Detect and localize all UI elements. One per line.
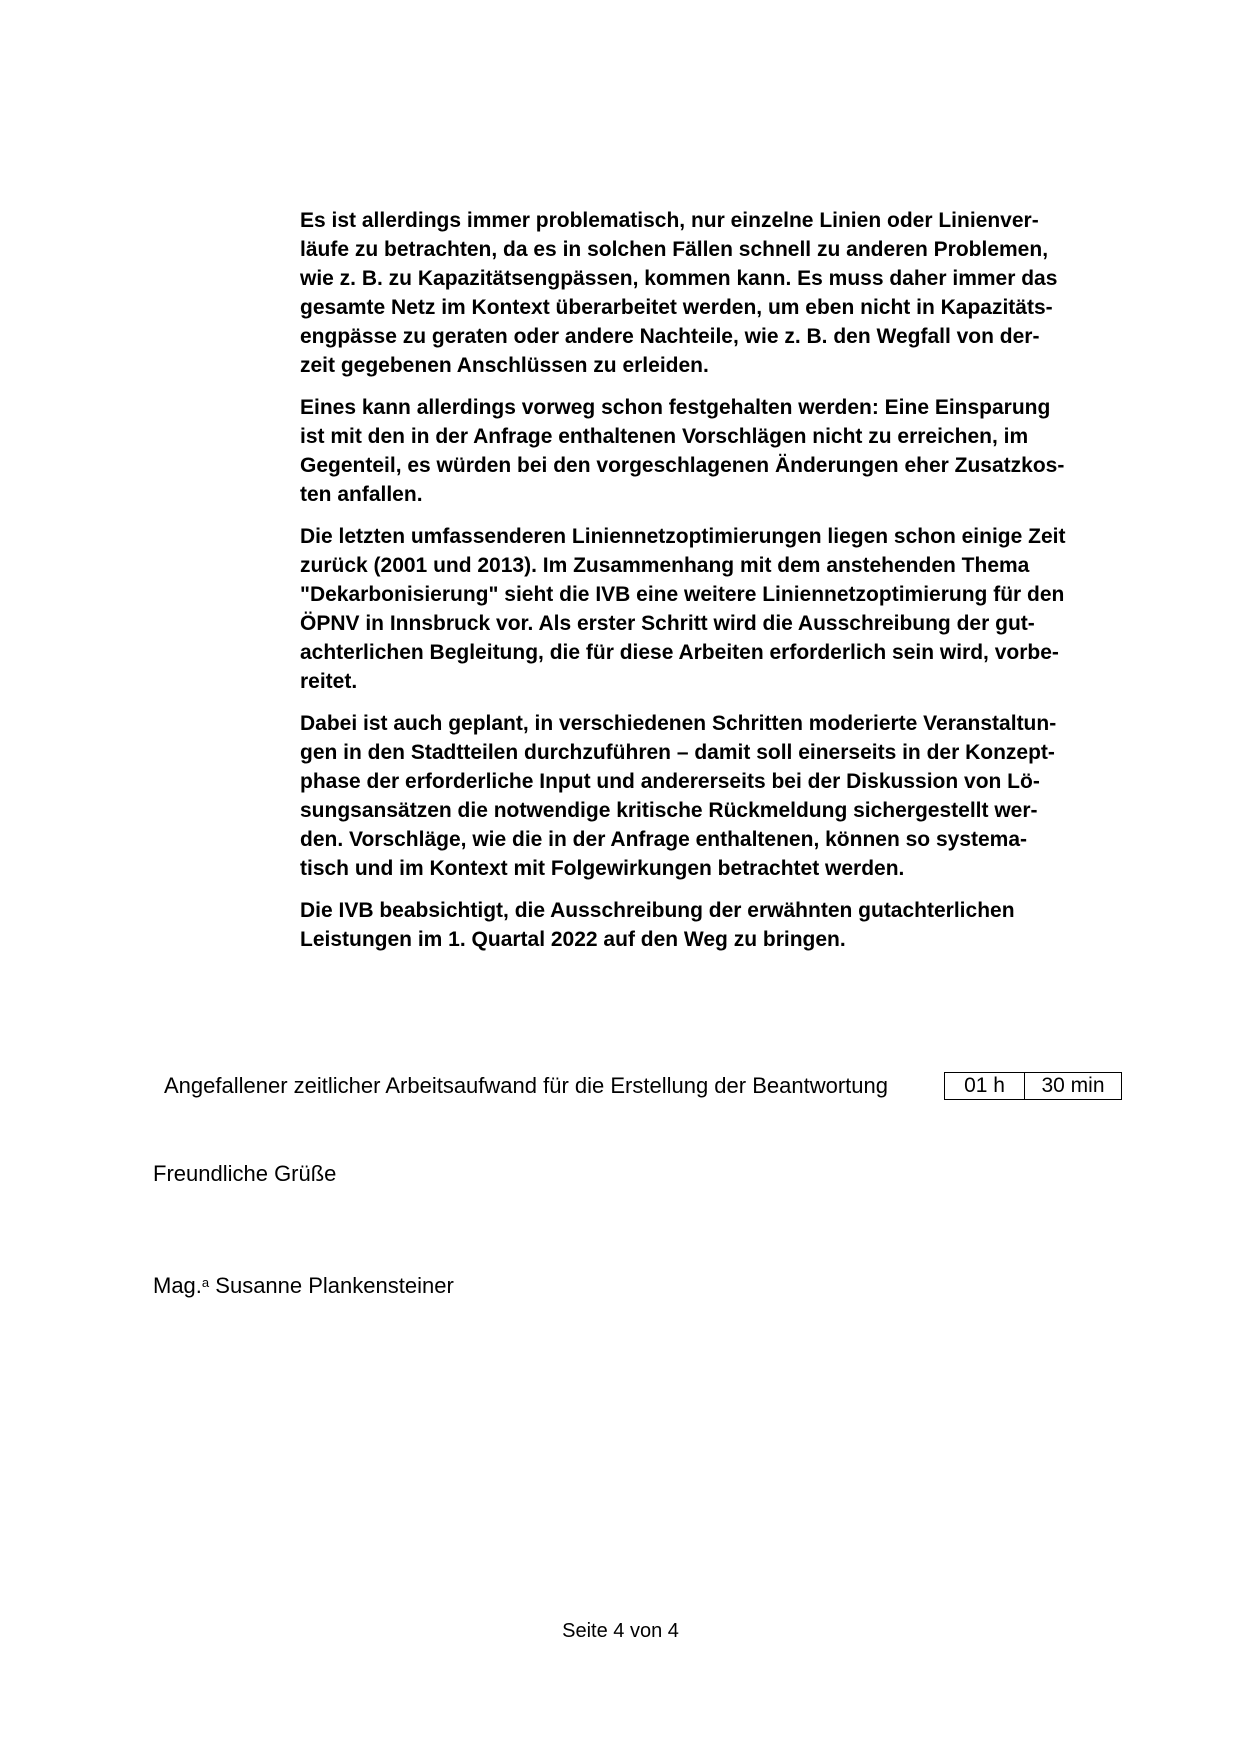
effort-table [944, 1072, 1122, 1100]
paragraph-3 [300, 522, 1140, 696]
page-footer: Seite 4 von 4 [562, 1620, 679, 1642]
text-line: gesamte Netz im Kontext überarbeitet werden, um eben nicht in Kapazitäts- [300, 296, 1053, 319]
effort-label: Angefallener zeitlicher Arbeitsaufwand für die Erstellung der Beantwortung [164, 1073, 888, 1098]
text-line: Die letzten umfassenderen Liniennetzoptimierungen liegen schon einige Zeit [300, 525, 1066, 548]
text-line: Gegenteil, es würden bei den vorgeschlagenen Änderungen eher Zusatzkos- [300, 454, 1065, 477]
text-line: Leistungen im 1. Quartal 2022 auf den Weg zu bringen. [300, 928, 846, 951]
text-line: tisch und im Kontext mit Folgewirkungen betrachtet werden. [300, 857, 905, 880]
paragraph-2 [300, 393, 1140, 509]
text-line: Die IVB beabsichtigt, die Ausschreibung der erwähnten gutachterlichen [300, 899, 1015, 922]
text-line: gen in den Stadtteilen durchzuführen – damit soll einerseits in der Konzept- [300, 741, 1055, 764]
text-line: Eines kann allerdings vorweg schon festgehalten werden: Eine Einsparung [300, 396, 1051, 419]
effort-row [164, 1072, 1124, 1100]
text-line: ÖPNV in Innsbruck vor. Als erster Schritt wird die Ausschreibung der gut- [300, 612, 1035, 635]
text-line: zeit gegebenen Anschlüssen zu erleiden. [300, 354, 709, 377]
paragraph-4 [300, 709, 1140, 883]
signature-prefix: Mag. [153, 1273, 202, 1298]
text-line: engpässe zu geraten oder andere Nachteile, wie z. B. den Wegfall von der- [300, 325, 1040, 348]
text-line: phase der erforderliche Input und andererseits bei der Diskussion von Lö- [300, 770, 1040, 793]
text-line: den. Vorschläge, wie die in der Anfrage enthaltenen, können so systema- [300, 828, 1028, 851]
text-line: sungsansätzen die notwendige kritische Rückmeldung sichergestellt wer- [300, 799, 1038, 822]
text-line: "Dekarbonisierung" sieht die IVB eine weitere Liniennetzoptimierung für den [300, 583, 1065, 606]
effort-minutes-cell: 30 min [1041, 1074, 1105, 1097]
text-line: ten anfallen. [300, 483, 423, 506]
effort-hours-cell: 01 h [945, 1073, 1025, 1099]
body-text [300, 206, 1140, 967]
signature [153, 1272, 454, 1300]
paragraph-5 [300, 896, 1140, 954]
paragraph-1 [300, 206, 1140, 380]
text-line: Es ist allerdings immer problematisch, nur einzelne Linien oder Linienver- [300, 209, 1039, 232]
signature-superscript: a [201, 1275, 210, 1290]
text-line: wie z. B. zu Kapazitätsengpässen, kommen kann. Es muss daher immer das [300, 267, 1058, 290]
text-line: Dabei ist auch geplant, in verschiedenen Schritten moderierte Veranstaltun- [300, 712, 1057, 735]
closing-greeting: Freundliche Grüße [153, 1161, 337, 1186]
text-line: zurück (2001 und 2013). Im Zusammenhang mit dem anstehenden Thema [300, 554, 1030, 577]
text-line: läufe zu betrachten, da es in solchen Fällen schnell zu anderen Problemen, [300, 238, 1049, 261]
text-line: ist mit den in der Anfrage enthaltenen Vorschlägen nicht zu erreichen, im [300, 425, 1029, 448]
text-line: achterlichen Begleitung, die für diese Arbeiten erforderlich sein wird, vorbe- [300, 641, 1059, 664]
signature-name: Susanne Plankensteiner [215, 1273, 454, 1298]
text-line: reitet. [300, 670, 358, 693]
